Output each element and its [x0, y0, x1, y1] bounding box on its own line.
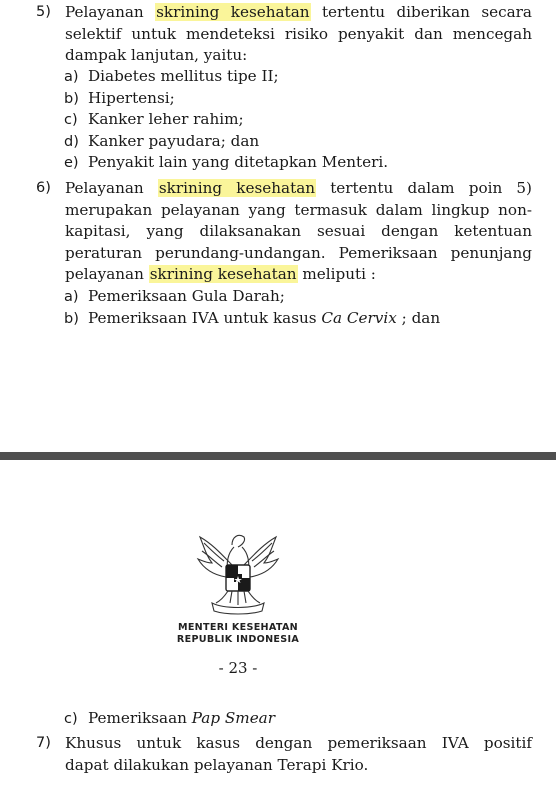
sub-item-letter: d): [64, 134, 79, 150]
item-paragraph: [65, 2, 532, 67]
sub-item-text: Diabetes mellitus tipe II;: [88, 67, 279, 85]
sub-item-letter: a): [64, 289, 79, 305]
list-item-6: [36, 178, 532, 286]
paragraph-line: selektif untuk mendeteksi risiko penyakit dan mencegah: [65, 24, 532, 43]
item-paragraph: [65, 178, 532, 286]
sub-item-text: Kanker payudara; dan: [88, 132, 260, 150]
sub-item-d: [64, 131, 259, 154]
paragraph-line: [65, 264, 532, 286]
page-number: - 23 -: [218, 659, 258, 677]
paragraph-line: [65, 178, 532, 200]
paragraph-line: kapitasi, yang dilaksanakan sesuai dengan ketentuan: [65, 222, 532, 241]
item-number: 7): [36, 735, 51, 751]
sub-item-c: [64, 109, 244, 132]
sub-item-text: Pemeriksaan Gula Darah;: [88, 287, 285, 305]
highlighted-term: skrining kesehatan: [156, 3, 310, 21]
text-run: pelayanan: [65, 265, 149, 284]
highlighted-term: skrining kesehatan: [149, 265, 297, 284]
list-item-5: [36, 2, 532, 67]
sub-item-letter: b): [64, 311, 79, 327]
sub-item-letter: a): [64, 69, 79, 85]
text-run: Pelayanan: [65, 179, 158, 197]
sub-item-letter: b): [64, 91, 79, 107]
sub-item-a: [64, 66, 279, 89]
italic-term: Ca Cervix: [321, 309, 397, 327]
italic-term: Pap Smear: [191, 709, 275, 727]
sub-item-text: Hipertensi;: [88, 89, 175, 107]
sub-item-e: [64, 152, 388, 175]
sub-item-text: ; dan: [396, 309, 441, 327]
text-run: meliputi :: [297, 265, 376, 284]
text-run: Pelayanan: [65, 3, 156, 21]
highlighted-term: skrining kesehatan: [158, 179, 316, 197]
sub-item-text: Kanker leher rahim;: [88, 110, 244, 128]
item-paragraph: [65, 733, 532, 776]
seal-line-1: MENTERI KESEHATAN: [177, 622, 299, 633]
item-number: 6): [36, 180, 51, 196]
paragraph-line: merupakan pelayanan yang termasuk dalam lingkup non-: [65, 200, 532, 219]
paragraph-line: Khusus untuk kasus dengan pemeriksaan IVA positif: [65, 734, 532, 752]
sub-item-text: Pemeriksaan: [88, 709, 192, 727]
sub-item-b: [64, 308, 440, 331]
sub-item-letter: e): [64, 155, 79, 171]
item-number: 5): [36, 4, 51, 20]
paragraph-line: dampak lanjutan, yaitu:: [65, 46, 248, 65]
sub-item-text: Penyakit lain yang ditetapkan Menteri.: [88, 153, 389, 171]
list-item-7: [36, 733, 532, 776]
sub-item-c: [64, 708, 275, 731]
page-separator: [0, 452, 556, 460]
paragraph-line: peraturan perundang-undangan. Pemeriksaan penunjang: [65, 243, 532, 262]
sub-item-letter: c): [64, 711, 78, 727]
sub-item-a: [64, 286, 285, 309]
sub-item-b: [64, 88, 175, 111]
text-run: tertentu diberikan secara: [310, 3, 532, 21]
sub-item-letter: c): [64, 112, 78, 128]
paragraph-line: [65, 2, 532, 24]
text-run: tertentu dalam poin 5): [316, 179, 532, 197]
seal-line-2: REPUBLIK INDONESIA: [176, 634, 300, 645]
sub-item-text: Pemeriksaan IVA untuk kasus: [88, 309, 322, 327]
paragraph-line: dapat dilakukan pelayanan Terapi Krio.: [65, 755, 369, 774]
garuda-emblem-icon: [194, 523, 282, 615]
